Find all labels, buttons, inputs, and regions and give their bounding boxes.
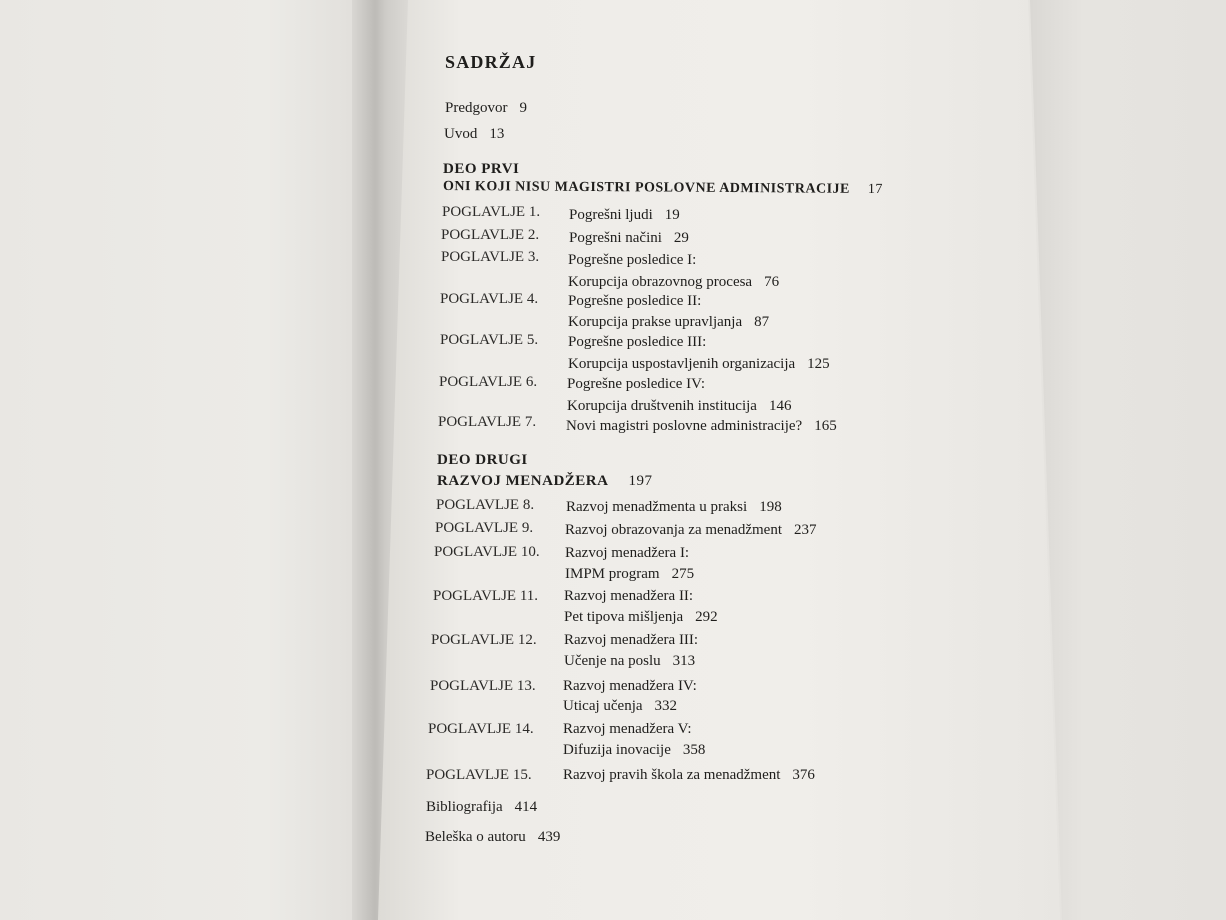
chapter-title: Pogrešne posledice IV: xyxy=(567,376,706,392)
chapter-subtitle-text: Difuzija inovacije xyxy=(563,742,671,758)
chapter-number: POGLAVLJE 11. xyxy=(433,588,539,604)
chapter-number: POGLAVLJE 14. xyxy=(428,721,534,737)
entry-label: Predgovor xyxy=(445,100,508,116)
entry-label: Uvod xyxy=(444,126,478,142)
chapter-subtitle-text: Korupcija društvenih institucija xyxy=(567,398,757,414)
chapter-number: POGLAVLJE 12. xyxy=(431,632,537,648)
toc-entry-uvod xyxy=(444,125,504,143)
chapter-number: POGLAVLJE 13. xyxy=(430,678,536,694)
toc-entry-beleska-o-autoru xyxy=(425,828,560,846)
chapter-title-text: Novi magistri poslovne administracije? xyxy=(566,418,803,434)
part-page: 17 xyxy=(867,181,883,198)
part-1-title xyxy=(443,178,883,199)
chapter-subtitle-text: Korupcija uspostavljenih organizacija xyxy=(568,356,796,372)
chapter-subtitle-text: Pet tipova mišljenja xyxy=(564,609,684,625)
entry-page: 13 xyxy=(489,126,505,142)
entry-page: 414 xyxy=(514,799,538,815)
chapter-title xyxy=(566,417,837,435)
entry-label: Beleška o autoru xyxy=(425,829,526,845)
chapter-title-text: Razvoj menadžmenta u praksi xyxy=(566,499,748,515)
chapter-page: 332 xyxy=(654,698,678,714)
chapter-title: Razvoj menadžera II: xyxy=(564,588,694,604)
chapter-subtitle-text: Uticaj učenja xyxy=(563,698,643,714)
chapter-number: POGLAVLJE 5. xyxy=(440,332,539,348)
part-2-label: DEO DRUGI xyxy=(437,452,528,468)
chapter-subtitle xyxy=(565,565,694,583)
chapter-title xyxy=(569,229,689,247)
chapter-title xyxy=(565,521,816,539)
chapter-number: POGLAVLJE 10. xyxy=(434,544,540,560)
chapter-title: Razvoj menadžera III: xyxy=(564,632,699,648)
chapter-title: Pogrešne posledice II: xyxy=(568,293,702,309)
chapter-page: 313 xyxy=(672,653,696,669)
chapter-page: 376 xyxy=(792,767,815,783)
chapter-number: POGLAVLJE 2. xyxy=(441,227,540,243)
chapter-number: POGLAVLJE 8. xyxy=(436,497,535,513)
chapter-page: 358 xyxy=(682,742,706,758)
chapter-page: 275 xyxy=(671,566,695,582)
chapter-title: Pogrešne posledice I: xyxy=(568,252,697,268)
chapter-page: 29 xyxy=(673,230,689,246)
chapter-subtitle xyxy=(563,741,705,759)
chapter-page: 76 xyxy=(764,274,780,290)
part-2-title xyxy=(437,472,652,490)
chapter-title xyxy=(566,498,782,516)
chapter-title-text: Pogrešni ljudi xyxy=(569,207,653,223)
chapter-subtitle xyxy=(564,652,695,670)
chapter-title: Razvoj menadžera V: xyxy=(563,721,692,737)
toc-entry-bibliografija xyxy=(426,798,537,816)
chapter-page: 237 xyxy=(793,522,817,538)
chapter-subtitle xyxy=(563,697,677,715)
chapter-subtitle xyxy=(568,355,830,373)
chapter-page: 292 xyxy=(695,609,718,625)
chapter-subtitle-text: Učenje na poslu xyxy=(564,653,661,669)
chapter-subtitle xyxy=(567,397,791,415)
chapter-title: Razvoj menadžera I: xyxy=(565,545,690,561)
chapter-number: POGLAVLJE 3. xyxy=(441,249,540,265)
chapter-title-text: Pogrešni načini xyxy=(569,230,662,246)
chapter-page: 146 xyxy=(768,398,792,414)
chapter-page: 87 xyxy=(754,314,770,330)
toc-entry-predgovor xyxy=(445,99,527,117)
chapter-subtitle xyxy=(568,273,779,291)
chapter-number: POGLAVLJE 9. xyxy=(435,520,534,536)
chapter-number: POGLAVLJE 4. xyxy=(440,291,539,307)
entry-page: 9 xyxy=(519,100,527,116)
entry-label: Bibliografija xyxy=(426,799,503,815)
part-1-label: DEO PRVI xyxy=(443,161,520,177)
part-title-text: RAZVOJ MENADŽERA xyxy=(437,473,609,489)
chapter-page: 165 xyxy=(814,418,837,434)
chapter-subtitle-text: Korupcija obrazovnog procesa xyxy=(568,274,753,290)
chapter-number: POGLAVLJE 6. xyxy=(439,374,538,390)
chapter-subtitle-text: Korupcija prakse upravljanja xyxy=(568,314,743,330)
chapter-subtitle xyxy=(564,608,718,626)
chapter-page: 19 xyxy=(664,207,680,223)
chapter-subtitle-text: IMPM program xyxy=(565,566,660,582)
chapter-number: POGLAVLJE 15. xyxy=(426,767,532,783)
chapter-title-text: Razvoj obrazovanja za menadžment xyxy=(565,522,782,538)
chapter-title xyxy=(569,206,680,224)
part-title-text: ONI KOJI NISU MAGISTRI POSLOVNE ADMINISTRACIJE xyxy=(442,179,850,197)
chapter-title: Razvoj menadžera IV: xyxy=(563,678,697,694)
chapter-number: POGLAVLJE 1. xyxy=(442,204,541,220)
part-page: 197 xyxy=(628,473,653,489)
chapter-title: Pogrešne posledice III: xyxy=(568,334,707,350)
chapter-subtitle xyxy=(568,313,769,331)
entry-page: 439 xyxy=(537,829,561,845)
chapter-title xyxy=(563,766,815,784)
page-title: SADRŽAJ xyxy=(445,52,537,72)
chapter-page: 198 xyxy=(759,499,782,515)
chapter-title-text: Razvoj pravih škola za menadžment xyxy=(563,767,781,783)
chapter-number: POGLAVLJE 7. xyxy=(438,414,537,430)
chapter-page: 125 xyxy=(807,356,830,372)
